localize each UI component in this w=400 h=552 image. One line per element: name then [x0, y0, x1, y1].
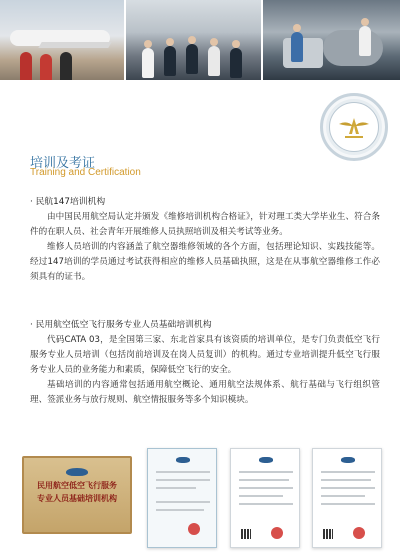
- person-figure: [230, 48, 242, 78]
- text-line: [321, 495, 365, 497]
- text-line: [156, 479, 210, 481]
- training-group-photo: [126, 0, 261, 80]
- content-block-147: [30, 195, 380, 285]
- plaque-text-line2: 专业人员基础培训机构: [37, 493, 117, 503]
- caac-logo-icon: [341, 457, 355, 463]
- equipment-shape: [283, 38, 323, 68]
- plaque-text-line1: 民用航空低空飞行服务: [37, 480, 117, 490]
- text-line: [321, 471, 375, 473]
- block-heading: · 民用航空低空飞行服务专业人员基础培训机构: [30, 320, 212, 330]
- paragraph: 代码CATA 03，是全国第三家、东北首家具有该资质的培训单位，是专门负责低空飞行服务专业人员培训（包括岗前培训及在岗人员复训）的机构。通过专业培训提升低空飞行服务专业人员的业务能力和素质，保障低空飞行的安全。: [30, 335, 380, 375]
- person-figure: [208, 46, 220, 76]
- person-figure: [142, 48, 154, 78]
- text-line: [321, 487, 375, 489]
- engine-shape: [323, 30, 383, 66]
- person-figure: [40, 54, 52, 80]
- person-head: [210, 38, 218, 46]
- person-figure: [60, 52, 72, 80]
- caac-logo-icon: [259, 457, 273, 463]
- header-photo-strip: [0, 0, 400, 80]
- text-line: [239, 503, 293, 505]
- person-figure: [164, 46, 176, 76]
- emblem-inner-ring: [329, 102, 379, 152]
- certificate-document: [147, 448, 217, 548]
- paragraph: 由中国民用航空局认定并颁发《维修培训机构合格证》，针对理工类大学毕业生、符合条件的在职人员、社会青年开展维修人员执照培训及相关考试等业务。: [30, 212, 380, 237]
- content-block-low-altitude: [30, 318, 380, 408]
- certificates-row: [0, 448, 400, 552]
- red-seal-icon: [188, 523, 200, 535]
- person-head: [361, 18, 369, 26]
- qr-code-icon: [323, 529, 333, 539]
- text-line: [239, 495, 283, 497]
- red-seal-icon: [353, 527, 365, 539]
- institution-plaque: [22, 456, 132, 534]
- person-head: [293, 24, 301, 32]
- text-line: [321, 503, 375, 505]
- paragraph: 基础培训的内容通常包括通用航空概论、通用航空法规体系、航行基础与飞行组织管理、签派业务与放行规则、航空情报服务等多个知识模块。: [30, 380, 380, 405]
- paragraph: 维修人员培训的内容涵盖了航空器维修领域的各个方面，包括理论知识、实践技能等。经过147培训的学员通过考试获得相应的维修人员基础执照，这是在从事航空器维修工作必须具有的证书。: [30, 242, 380, 282]
- text-line: [239, 471, 293, 473]
- section-subtitle: Training and Certification: [30, 167, 141, 178]
- certificate-document: [230, 448, 300, 548]
- person-figure: [186, 44, 198, 74]
- qr-code-icon: [241, 529, 251, 539]
- person-figure: [359, 26, 371, 56]
- engine-workshop-photo: [263, 0, 400, 80]
- wings-emblem-icon: [337, 114, 371, 140]
- person-head: [188, 36, 196, 44]
- text-line: [321, 479, 371, 481]
- person-figure: [291, 32, 303, 62]
- text-line: [156, 501, 210, 503]
- text-line: [156, 509, 204, 511]
- person-head: [232, 40, 240, 48]
- text-line: [156, 487, 196, 489]
- red-seal-icon: [271, 527, 283, 539]
- text-line: [239, 479, 289, 481]
- section-title: 培训及考证: [30, 156, 96, 171]
- caac-logo-icon: [66, 468, 88, 476]
- block-heading: · 民航147培训机构: [30, 197, 106, 207]
- person-head: [166, 38, 174, 46]
- aircraft-wing-shape: [38, 42, 111, 48]
- certificate-document: [312, 448, 382, 548]
- hangar-aircraft-photo: [0, 0, 124, 80]
- institution-emblem-icon: [320, 93, 388, 161]
- text-line: [239, 487, 293, 489]
- person-figure: [20, 52, 32, 80]
- text-line: [156, 471, 210, 473]
- caac-logo-icon: [176, 457, 190, 463]
- person-head: [144, 40, 152, 48]
